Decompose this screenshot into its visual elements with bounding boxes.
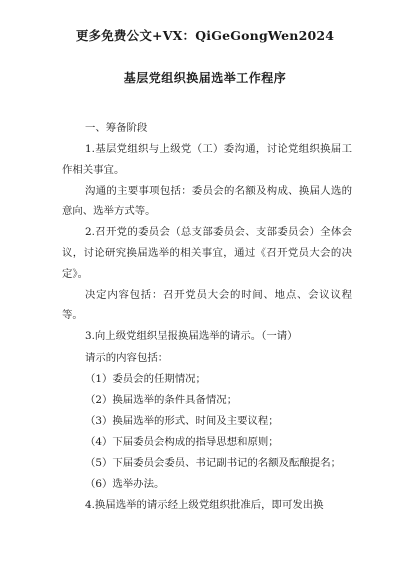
section-heading: 一、筹备阶段 [85,122,148,134]
list-item: （2）换届选举的条件具备情况； [85,393,238,406]
list-item: （6）选举办法。 [85,478,165,491]
list-item: （1）委员会的任期情况； [85,372,206,385]
paragraph: 4.换届选举的请示经上级党组织批准后，即可发出换 [85,499,324,512]
document-body [62,118,352,516]
paragraph: 3.向上级党组织呈报换届选举的请示。（一请） [85,330,298,343]
paragraph: 沟通的主要事项包括：委员会的名额及构成、换届人选的意向、选举方式等。 [62,184,352,218]
promo-header: 更多免费公文+VX：QiGeGongWen2024 [75,28,335,43]
list-item: （4）下届委员会构成的指导思想和原则； [85,435,279,448]
paragraph: 决定内容包括：召开党员大会的时间、地点、会议议程等。 [62,288,352,322]
list-item: （5）下届委员会委员、书记副书记的名额及酝酿提名； [85,457,341,469]
list-item: （3）换届选举的形式、时间及主要议程； [85,414,279,427]
paragraph: 1.基层党组织与上级党（工）委沟通，讨论党组织换届工作相关事宜。 [62,143,352,176]
paragraph: 2.召开党的委员会（总支部委员会、支部委员会）全体会议，讨论研究换届选举的相关事宜，通过《召开党员大会的决定》。 [62,226,352,280]
paragraph: 请示的内容包括： [85,351,169,364]
document-title: 基层党组织换届选举工作程序 [123,71,287,85]
